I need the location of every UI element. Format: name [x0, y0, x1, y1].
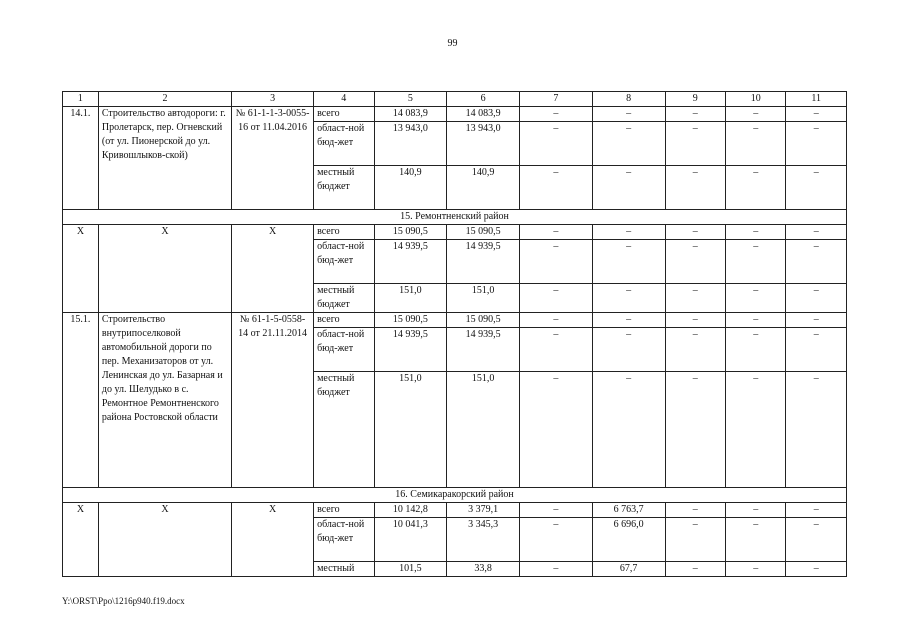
column-header: 10: [725, 92, 785, 107]
value-cell: –: [725, 240, 785, 284]
value-cell: –: [592, 328, 665, 372]
value-cell: –: [520, 328, 593, 372]
value-cell: –: [725, 122, 785, 166]
value-cell: –: [665, 225, 725, 240]
value-cell: –: [592, 313, 665, 328]
value-cell: 151,0: [374, 284, 447, 313]
value-cell: 15 090,5: [374, 313, 447, 328]
column-header: 7: [520, 92, 593, 107]
value-cell: –: [592, 240, 665, 284]
value-cell: 13 943,0: [374, 122, 447, 166]
column-header: 4: [314, 92, 374, 107]
value-cell: –: [786, 166, 847, 210]
value-cell: –: [520, 240, 593, 284]
value-cell: 151,0: [447, 284, 520, 313]
value-cell: –: [665, 284, 725, 313]
value-cell: 101,5: [374, 562, 447, 577]
column-header: 5: [374, 92, 447, 107]
value-cell: –: [592, 107, 665, 122]
table-row: [63, 313, 847, 328]
value-cell: –: [592, 166, 665, 210]
value-cell: 14 083,9: [374, 107, 447, 122]
value-cell: 14 939,5: [447, 240, 520, 284]
value-cell: 3 345,3: [447, 518, 520, 562]
value-cell: –: [665, 122, 725, 166]
value-cell: –: [786, 107, 847, 122]
value-cell: –: [665, 518, 725, 562]
value-cell: 6 696,0: [592, 518, 665, 562]
column-header: 2: [98, 92, 231, 107]
object-name: Строительство внутрипоселковой автомобильной дороги по пер. Механизаторов от ул. Ленинская до ул. Базарная и до ул. Шелудько в с. Ремонтное Ремонтненского района Ростовской области: [98, 313, 231, 488]
value-cell: –: [786, 328, 847, 372]
table-row: [63, 107, 847, 122]
page-number: 99: [447, 38, 458, 49]
value-cell: –: [725, 518, 785, 562]
value-cell: –: [725, 562, 785, 577]
value-cell: –: [592, 122, 665, 166]
value-cell: –: [725, 166, 785, 210]
value-cell: 10 041,3: [374, 518, 447, 562]
value-cell: –: [786, 225, 847, 240]
value-cell: –: [665, 240, 725, 284]
value-cell: –: [665, 503, 725, 518]
value-cell: 151,0: [447, 372, 520, 488]
document-ref: № 61-1-5-0558-14 от 21.11.2014: [232, 313, 314, 488]
value-cell: 10 142,8: [374, 503, 447, 518]
funding-label: местный бюджет: [314, 372, 374, 488]
item-number: Х: [63, 503, 99, 577]
value-cell: –: [520, 372, 593, 488]
value-cell: –: [786, 240, 847, 284]
value-cell: –: [786, 122, 847, 166]
value-cell: –: [786, 313, 847, 328]
section-row: [63, 488, 847, 503]
item-number: 14.1.: [63, 107, 99, 210]
header-row: [63, 92, 847, 107]
value-cell: –: [725, 225, 785, 240]
object-name: Строительство автодороги: г. Пролетарск, пер. Огневский (от ул. Пионерской до ул. Кривошлыков-ской): [98, 107, 231, 210]
funding-label: област-ной бюд-жет: [314, 122, 374, 166]
document-ref: Х: [232, 225, 314, 313]
value-cell: 3 379,1: [447, 503, 520, 518]
column-header: 6: [447, 92, 520, 107]
value-cell: –: [786, 284, 847, 313]
value-cell: –: [665, 328, 725, 372]
funding-label: област-ной бюд-жет: [314, 328, 374, 372]
value-cell: –: [665, 372, 725, 488]
budget-table: [62, 91, 847, 577]
value-cell: 140,9: [447, 166, 520, 210]
funding-label: област-ной бюд-жет: [314, 240, 374, 284]
value-cell: –: [520, 225, 593, 240]
item-number: Х: [63, 225, 99, 313]
column-header: 3: [232, 92, 314, 107]
value-cell: 14 939,5: [447, 328, 520, 372]
value-cell: –: [725, 313, 785, 328]
value-cell: 13 943,0: [447, 122, 520, 166]
column-header: 9: [665, 92, 725, 107]
object-name: Х: [98, 225, 231, 313]
value-cell: –: [520, 313, 593, 328]
value-cell: 151,0: [374, 372, 447, 488]
table-row: [63, 225, 847, 240]
funding-label: област-ной бюд-жет: [314, 518, 374, 562]
funding-label: всего: [314, 503, 374, 518]
value-cell: 14 083,9: [447, 107, 520, 122]
value-cell: –: [665, 166, 725, 210]
value-cell: –: [786, 503, 847, 518]
value-cell: 15 090,5: [447, 225, 520, 240]
value-cell: 14 939,5: [374, 328, 447, 372]
funding-label: местный бюджет: [314, 284, 374, 313]
value-cell: –: [725, 328, 785, 372]
table-row: [63, 503, 847, 518]
section-title: 15. Ремонтненский район: [63, 210, 847, 225]
value-cell: –: [725, 503, 785, 518]
value-cell: –: [520, 562, 593, 577]
value-cell: –: [520, 284, 593, 313]
value-cell: –: [725, 107, 785, 122]
value-cell: 67,7: [592, 562, 665, 577]
section-row: [63, 210, 847, 225]
item-number: 15.1.: [63, 313, 99, 488]
funding-label: всего: [314, 225, 374, 240]
value-cell: 6 763,7: [592, 503, 665, 518]
funding-label: местный: [314, 562, 374, 577]
column-header: 11: [786, 92, 847, 107]
value-cell: 14 939,5: [374, 240, 447, 284]
value-cell: –: [665, 107, 725, 122]
value-cell: –: [520, 518, 593, 562]
value-cell: –: [592, 372, 665, 488]
value-cell: –: [520, 503, 593, 518]
section-title: 16. Семикаракорский район: [63, 488, 847, 503]
value-cell: –: [725, 284, 785, 313]
value-cell: –: [520, 122, 593, 166]
value-cell: –: [592, 284, 665, 313]
footer-file-path: Y:\ORST\Ppo\1216p940.f19.docx: [62, 596, 185, 606]
funding-label: всего: [314, 313, 374, 328]
value-cell: –: [786, 562, 847, 577]
document-ref: Х: [232, 503, 314, 577]
value-cell: 15 090,5: [374, 225, 447, 240]
funding-label: местный бюджет: [314, 166, 374, 210]
value-cell: –: [725, 372, 785, 488]
column-header: 1: [63, 92, 99, 107]
value-cell: 15 090,5: [447, 313, 520, 328]
value-cell: –: [520, 107, 593, 122]
value-cell: 33,8: [447, 562, 520, 577]
value-cell: –: [520, 166, 593, 210]
value-cell: –: [786, 518, 847, 562]
value-cell: –: [786, 372, 847, 488]
value-cell: –: [592, 225, 665, 240]
value-cell: –: [665, 313, 725, 328]
value-cell: –: [665, 562, 725, 577]
document-ref: № 61-1-1-3-0055-16 от 11.04.2016: [232, 107, 314, 210]
value-cell: 140,9: [374, 166, 447, 210]
column-header: 8: [592, 92, 665, 107]
funding-label: всего: [314, 107, 374, 122]
object-name: Х: [98, 503, 231, 577]
